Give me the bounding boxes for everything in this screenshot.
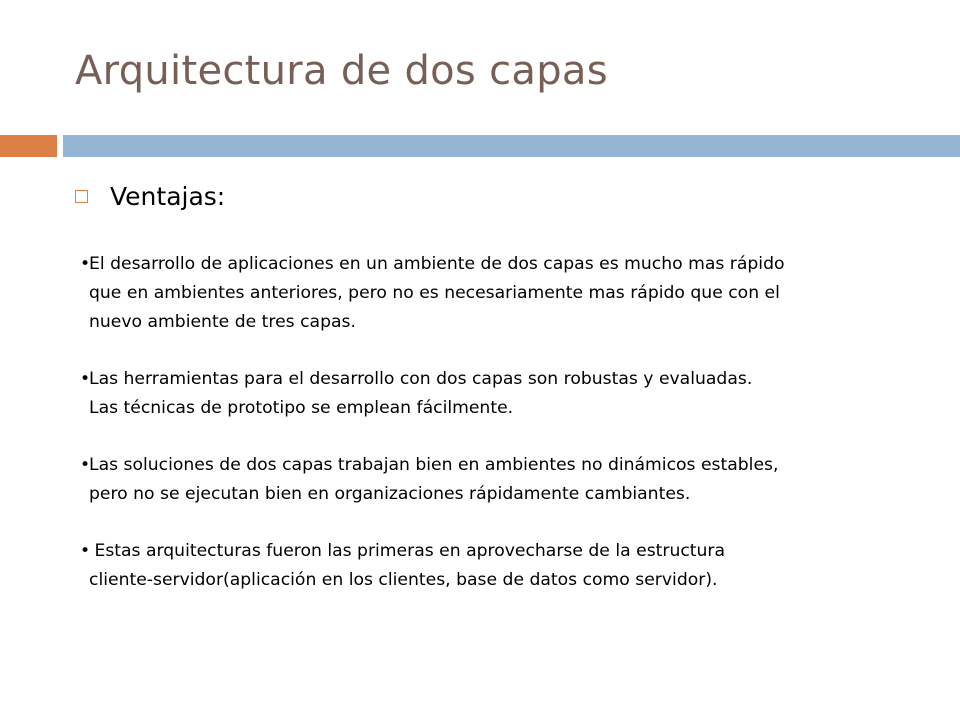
- bullet-line: que en ambientes anteriores, pero no es necesariamente mas rápido que con el: [89, 283, 780, 303]
- bullet-line: pero no se ejecutan bien en organizaciones rápidamente cambiantes.: [89, 484, 691, 504]
- bullet-item: [80, 250, 950, 337]
- bullet-dot-icon: •: [80, 254, 91, 274]
- bullet-line: [80, 537, 950, 566]
- bullet-dot-icon: •: [80, 541, 91, 561]
- bullet-item: [80, 365, 950, 423]
- bullet-item: [80, 451, 950, 509]
- bullet-list: [80, 250, 950, 623]
- bullet-line: nuevo ambiente de tres capas.: [89, 312, 356, 332]
- section-heading-text: Ventajas:: [110, 182, 226, 211]
- section-heading: [75, 182, 225, 211]
- bullet-line: cliente-servidor(aplicación en los clientes, base de datos como servidor).: [89, 570, 718, 590]
- bullet-line: [80, 250, 950, 279]
- bullet-dot-icon: •: [80, 455, 91, 475]
- bullet-dot-icon: •: [80, 369, 91, 389]
- bullet-line: [80, 451, 950, 480]
- bullet-line: Las técnicas de prototipo se emplean fácilmente.: [89, 398, 514, 418]
- accent-bar-left: [0, 135, 57, 157]
- bullet-text: Las herramientas para el desarrollo con dos capas son robustas y evaluadas.: [89, 369, 753, 389]
- bullet-text: Estas arquitecturas fueron las primeras en aprovecharse de la estructura: [89, 541, 726, 561]
- bullet-item: [80, 537, 950, 595]
- bullet-text: El desarrollo de aplicaciones en un ambiente de dos capas es mucho mas rápido: [89, 254, 785, 274]
- square-bullet-icon: [75, 190, 88, 203]
- slide-title: Arquitectura de dos capas: [75, 48, 608, 94]
- bullet-text: Las soluciones de dos capas trabajan bien en ambientes no dinámicos estables,: [89, 455, 779, 475]
- accent-bar-right: [63, 135, 960, 157]
- bullet-line: [80, 365, 950, 394]
